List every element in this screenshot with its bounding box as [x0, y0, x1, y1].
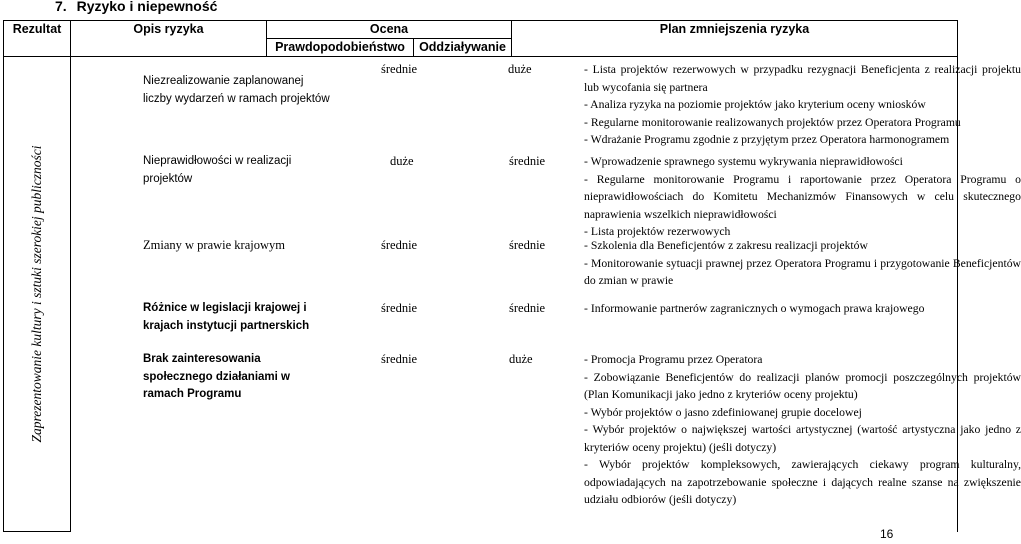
risk-description: Niezrealizowanie zaplanowanej liczby wydarzeń w ramach projektów — [143, 75, 330, 105]
header-oddzialywanie: Oddziaływanie — [414, 39, 512, 57]
risk-plan — [584, 351, 1021, 509]
plan-item: - Wybór projektów kompleksowych, zawierających ciekawy program kulturalny, odpowiadających na zapotrzebowanie społeczne i dających realne szanse na zwiększenie udziału odbiorów (jeśli dotyczy) — [584, 458, 1021, 506]
plan-item: - Zobowiązanie Beneficjentów do realizacji planów promocji poszczególnych projektów (Plan Komunikacji jako jedno z kryteriów oceny projektu) — [584, 370, 1021, 401]
risk-table — [3, 20, 1021, 532]
risk-probability: średnie — [381, 352, 418, 366]
plan-item: - Lista projektów rezerwowych w przypadku rezygnacji Beneficjenta z realizacji projektu lub wycofania się partnera — [584, 63, 1021, 94]
risk-description: Zmiany w prawie krajowym — [143, 238, 285, 252]
plan-item: - Wybór projektów o największej wartości artystycznej (wartość artystyczna jako jedno z kryteriów oceny projektu) (jeśli dotyczy) — [584, 423, 1021, 454]
risk-plan — [584, 61, 1021, 149]
header-prawdopodobienstwo: Prawdopodobieństwo — [267, 39, 414, 57]
plan-item: - Lista projektów rezerwowych — [584, 225, 731, 238]
rezultat-value: Zaprezentowanie kultury i sztuki szerokiej publiczności — [29, 145, 44, 443]
risk-impact: średnie — [509, 154, 546, 168]
header-plan: Plan zmniejszenia ryzyka — [512, 21, 958, 57]
plan-item: - Monitorowanie sytuacji prawnej przez Operatora Programu i przygotowanie Beneficjentów do zmian w prawie — [584, 256, 1021, 287]
rezultat-cell — [4, 57, 71, 532]
section-title-text: Ryzyko i niepewność — [76, 0, 218, 14]
page-number: 16 — [880, 527, 894, 541]
plan-item: - Wybór projektów o jasno zdefiniowanej grupie docelowej — [584, 405, 862, 419]
section-title — [55, 0, 217, 14]
plan-item: - Wprowadzenie sprawnego systemu wykrywania nieprawidłowości — [584, 155, 903, 168]
risk-impact: duże — [509, 352, 533, 366]
risks-cell — [71, 57, 1021, 532]
risk-probability: średnie — [381, 301, 418, 315]
risk-plan — [584, 300, 1021, 318]
plan-item: - Regularne monitorowanie Programu i raportowanie przez Operatora Programu o nieprawidłowościach do Komitetu Mechanizmów Finansowych w celu skutecznego naprawienia wszelkich nieprawidłowości — [584, 172, 1021, 221]
plan-item: - Wdrażanie Programu zgodnie z przyjętym przez Operatora harmonogramem — [584, 133, 950, 146]
risk-impact: duże — [508, 62, 532, 76]
plan-item: - Promocja Programu przez Operatora — [584, 353, 763, 366]
risk-plan — [584, 153, 1021, 241]
plan-item: - Informowanie partnerów zagranicznych o wymogach prawa krajowego — [584, 302, 925, 315]
risk-impact: średnie — [509, 238, 546, 252]
header-rezultat: Rezultat — [4, 21, 71, 57]
risk-description: Różnice w legislacji krajowej i krajach instytucji partnerskich — [143, 302, 310, 332]
header-row-1 — [4, 21, 958, 39]
header-opis: Opis ryzyka — [71, 21, 267, 57]
risk-description: Brak zainteresowania społecznego działaniami w ramach Programu — [143, 353, 290, 400]
risks-container — [71, 57, 1021, 531]
risk-description: Nieprawidłowości w realizacji projektów — [143, 155, 292, 185]
header-ocena: Ocena — [267, 21, 512, 39]
risk-probability: średnie — [381, 62, 418, 76]
risk-impact: średnie — [509, 301, 546, 315]
plan-item: - Szkolenia dla Beneficjentów z zakresu realizacji projektów — [584, 239, 868, 252]
risk-probability: duże — [390, 154, 414, 168]
risk-plan — [584, 237, 1021, 290]
plan-item: - Regularne monitorowanie realizowanych projektów przez Operatora Programu — [584, 115, 961, 129]
risk-probability: średnie — [381, 238, 418, 252]
body-row — [4, 57, 958, 532]
section-number: 7. — [55, 0, 67, 14]
plan-item: - Analiza ryzyka na poziomie projektów jako kryterium oceny wniosków — [584, 98, 926, 111]
